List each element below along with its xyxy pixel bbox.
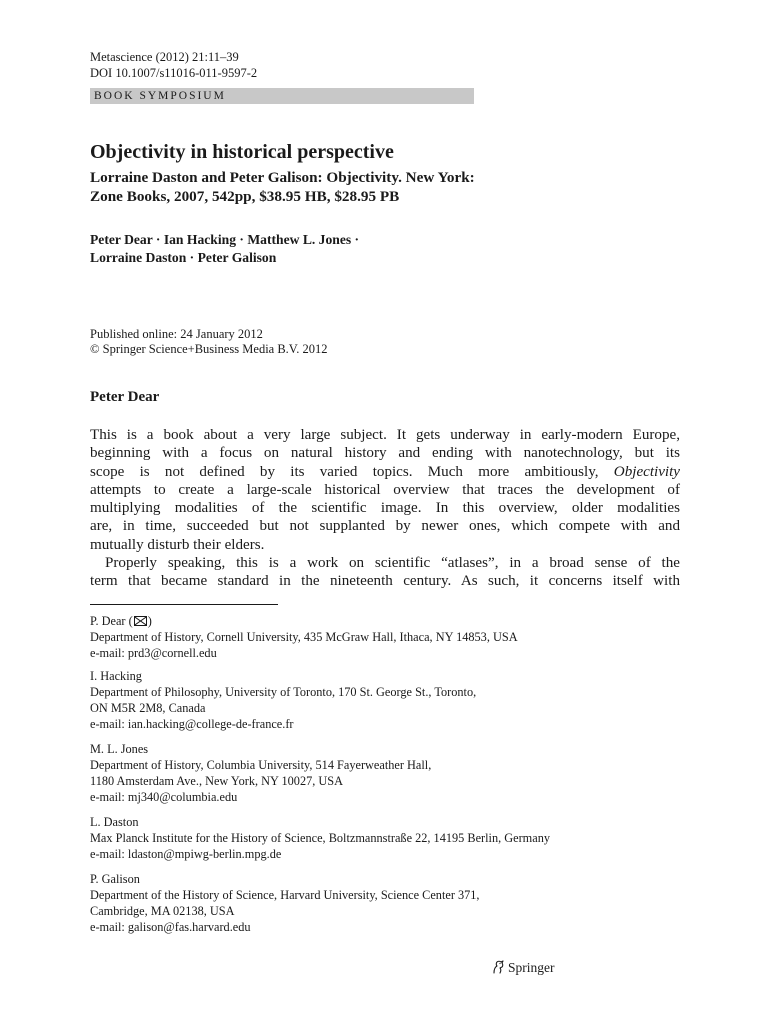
affiliation-address: ON M5R 2M8, Canada xyxy=(90,701,206,715)
book-title-italic: Objectivity xyxy=(613,463,681,480)
affiliation-jones xyxy=(90,741,680,805)
affiliation-email: e-mail: prd3@cornell.edu xyxy=(90,646,217,660)
category-label: BOOK SYMPOSIUM xyxy=(94,90,226,102)
subtitle-line-2: Zone Books, 2007, 542pp, $38.95 HB, $28.95 PB xyxy=(90,188,400,205)
affiliation-address: Cambridge, MA 02138, USA xyxy=(90,904,235,918)
article-title: Objectivity in historical perspective xyxy=(90,141,394,163)
affiliation-address: 1180 Amsterdam Ave., New York, NY 10027, USA xyxy=(90,774,343,788)
affiliation-name: L. Daston xyxy=(90,815,139,829)
body-line: mutually disturb their elders. xyxy=(90,536,265,553)
subtitle-line-1: Lorraine Daston and Peter Galison: Objectivity. New York: xyxy=(90,169,475,186)
section-heading: Peter Dear xyxy=(90,389,160,405)
affiliation-galison xyxy=(90,871,680,935)
body-line: attempts to create a large-scale historical overview that traces the development of xyxy=(90,481,680,498)
affiliation-name: P. Galison xyxy=(90,872,140,886)
affiliation-email: e-mail: mj340@columbia.edu xyxy=(90,790,238,804)
body-text xyxy=(90,426,680,591)
footnote-divider xyxy=(90,604,278,605)
affiliation-email: e-mail: galison@fas.harvard.edu xyxy=(90,920,251,934)
affiliation-address: Max Planck Institute for the History of Science, Boltzmannstraße 22, 14195 Berlin, Germany xyxy=(90,831,551,845)
body-line: term that became standard in the nineteenth century. As such, it concerns itself with xyxy=(90,573,680,590)
category-bar xyxy=(90,88,474,104)
affiliation-address: Department of Philosophy, University of Toronto, 170 St. George St., Toronto, xyxy=(90,685,477,699)
authors-line-1: Peter Dear · Ian Hacking · Matthew L. Jones · xyxy=(90,232,360,247)
body-line: are, in time, succeeded but not supplanted by newer ones, which compete with and xyxy=(90,518,680,535)
authors-line-2: Lorraine Daston · Peter Galison xyxy=(90,250,277,265)
body-line: multiplying modalities of the scientific image. In this overview, older modalities xyxy=(90,500,680,517)
affiliation-name: P. Dear ( ) xyxy=(90,614,152,628)
springer-horse-icon xyxy=(491,959,505,975)
affiliation-address: Department of the History of Science, Harvard University, Science Center 371, xyxy=(90,888,480,902)
springer-wordmark: Springer xyxy=(508,960,555,975)
body-line xyxy=(90,463,680,481)
affiliation-email: e-mail: ian.hacking@college-de-france.fr xyxy=(90,717,294,731)
springer-logo xyxy=(491,959,555,977)
published-date: Published online: 24 January 2012 xyxy=(90,327,263,341)
affiliation-daston xyxy=(90,814,680,862)
copyright: © Springer Science+Business Media B.V. 2012 xyxy=(90,342,328,356)
affiliation-name: I. Hacking xyxy=(90,669,142,683)
paper-page xyxy=(90,0,680,1024)
affiliation-dear xyxy=(90,613,680,661)
body-line: This is a book about a very large subject. It gets underway in early-modern Europe, xyxy=(90,427,680,443)
affiliation-address: Department of History, Cornell University, 435 McGraw Hall, Ithaca, NY 14853, USA xyxy=(90,630,518,644)
body-line: Properly speaking, this is a work on scientific “atlases”, in a broad sense of the xyxy=(105,555,680,572)
body-line: beginning with a focus on natural history and ending with nanotechnology, but its xyxy=(90,445,680,462)
affiliation-name: M. L. Jones xyxy=(90,742,149,756)
affiliation-hacking xyxy=(90,668,680,732)
body-line-text: scope is not defined by its varied topics. Much more ambitiously, xyxy=(90,463,599,480)
doi: DOI 10.1007/s11016-011-9597-2 xyxy=(90,66,258,80)
affiliation-address: Department of History, Columbia University, 514 Fayerweather Hall, xyxy=(90,758,432,772)
envelope-icon xyxy=(134,616,147,626)
affiliation-email: e-mail: ldaston@mpiwg-berlin.mpg.de xyxy=(90,847,282,861)
journal-citation: Metascience (2012) 21:11–39 xyxy=(90,50,239,64)
